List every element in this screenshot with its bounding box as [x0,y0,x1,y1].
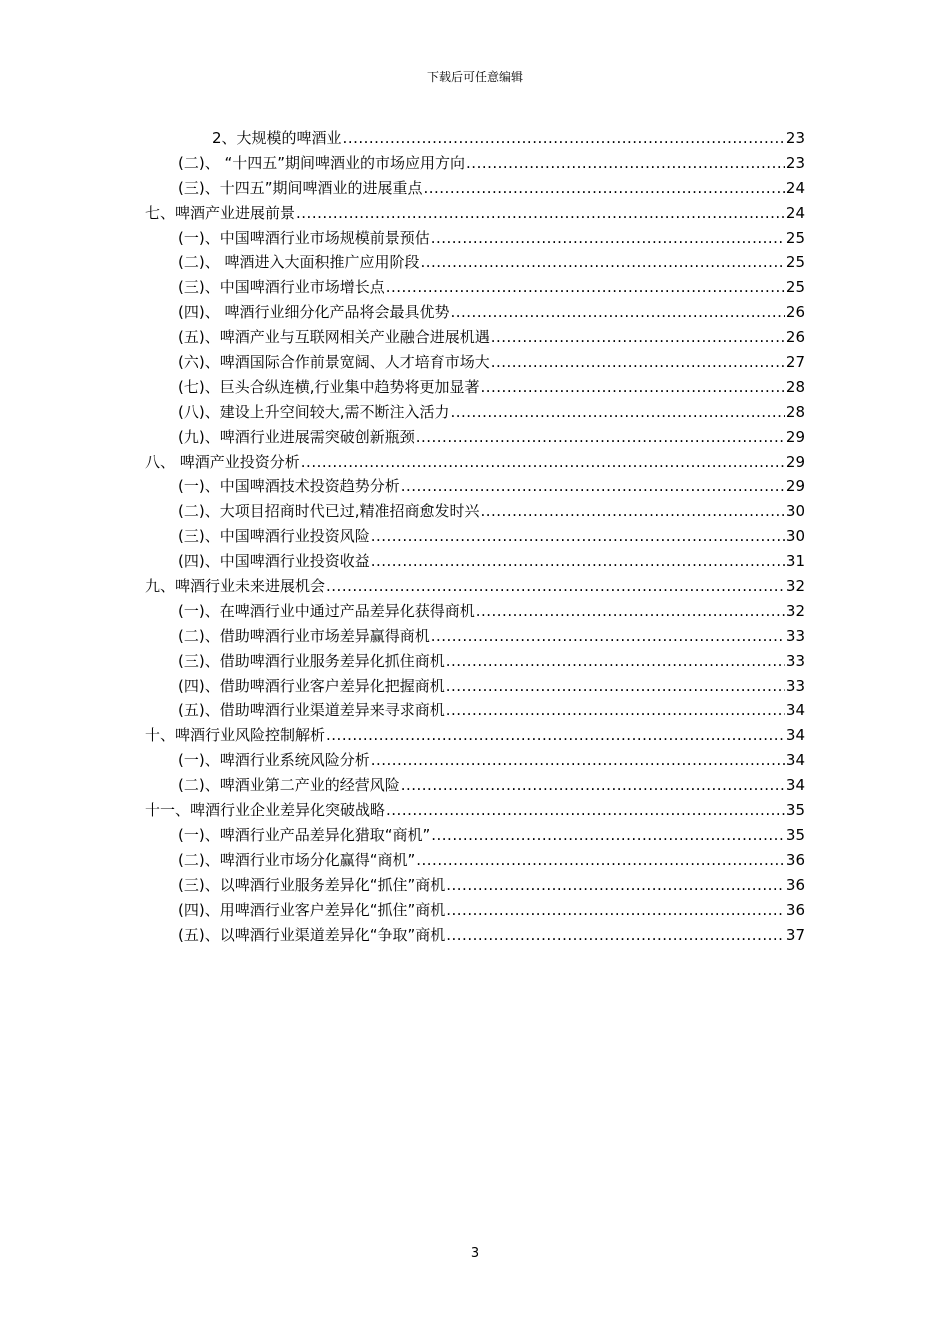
toc-dot-leader [446,898,785,923]
toc-entry-title: (二)、借助啤酒行业市场差异赢得商机 [178,626,430,645]
toc-entry[interactable] [145,848,805,873]
toc-entry[interactable] [145,375,805,400]
toc-dot-leader [326,574,785,599]
toc-dot-leader [450,400,784,425]
toc-entry-title: (一)、中国啤酒行业市场规模前景预估 [178,228,430,247]
toc-entry-page: 36 [785,875,805,894]
toc-entry-page: 37 [785,925,805,944]
toc-entry[interactable] [145,176,805,201]
toc-entry[interactable] [145,400,805,425]
page-header: 下载后可任意编辑 [426,70,523,84]
toc-entry-page: 26 [785,328,805,347]
toc-entry[interactable] [145,898,805,923]
toc-entry-title: (二)、啤酒业第二产业的经营风险 [178,776,400,795]
toc-entry-page: 25 [785,228,805,247]
toc-entry[interactable] [145,151,805,176]
toc-dot-leader [446,649,785,674]
toc-entry[interactable] [145,201,805,226]
toc-entry-page: 33 [785,651,805,670]
toc-entry-title: (二)、啤酒行业市场分化赢得“商机” [178,850,416,869]
toc-entry-page: 33 [785,626,805,645]
toc-entry-page: 24 [785,178,805,197]
toc-entry[interactable] [145,823,805,848]
toc-entry-page: 34 [785,751,805,770]
toc-entry-title: (四)、用啤酒行业客户差异化“抓住”商机 [178,900,446,919]
toc-entry-title: (三)、中国啤酒行业投资风险 [178,527,370,546]
toc-dot-leader [491,350,785,375]
toc-entry-page: 23 [785,129,805,147]
toc-entry-page: 29 [785,427,805,446]
toc-entry-title: (二)、大项目招商时代已过,精准招商愈发时兴 [178,502,480,521]
toc-entry[interactable] [145,798,805,823]
toc-entry-title: (三)、以啤酒行业服务差异化“抓住”商机 [178,875,446,894]
toc-entry-title: (七)、巨头合纵连横,行业集中趋势将更加显著 [178,377,480,396]
toc-entry-title: 九、啤酒行业未来进展机会 [145,577,326,596]
toc-entry[interactable] [145,773,805,798]
toc-entry-title: (六)、啤酒国际合作前景宽阔、人才培育市场大 [178,353,490,372]
toc-entry-page: 30 [785,527,805,546]
toc-entry-page: 29 [785,477,805,496]
toc-dot-leader [466,151,785,176]
toc-dot-leader [420,250,784,275]
toc-dot-leader [301,450,785,475]
toc-entry[interactable] [145,748,805,773]
toc-dot-leader [401,474,785,499]
toc-entry[interactable] [145,425,805,450]
toc-entry-title: (五)、以啤酒行业渠道差异化“争取”商机 [178,925,446,944]
toc-entry-title: (八)、建设上升空间较大,需不断注入活力 [178,402,450,421]
toc-entry-title: (一)、啤酒行业系统风险分析 [178,751,370,770]
toc-entry[interactable] [145,474,805,499]
toc-entry-page: 23 [785,153,805,172]
toc-entry[interactable] [145,599,805,624]
toc-entry-title: (三)、中国啤酒行业市场增长点 [178,278,385,297]
toc-entry-page: 34 [785,726,805,745]
toc-entry[interactable] [145,549,805,574]
toc-dot-leader [480,499,784,524]
toc-entry[interactable] [145,649,805,674]
toc-dot-leader [446,674,785,699]
toc-dot-leader [296,201,785,226]
toc-entry-page: 25 [785,253,805,272]
toc-dot-leader [343,126,785,151]
toc-entry-page: 25 [785,278,805,297]
toc-entry-page: 28 [785,402,805,421]
toc-entry[interactable] [145,126,805,151]
toc-entry[interactable] [145,624,805,649]
toc-entry-page: 31 [785,552,805,571]
toc-entry[interactable] [145,574,805,599]
toc-entry[interactable] [145,250,805,275]
toc-entry[interactable] [145,300,805,325]
toc-dot-leader [450,300,784,325]
toc-entry[interactable] [145,450,805,475]
toc-entry[interactable] [145,698,805,723]
toc-entry-page: 36 [785,850,805,869]
toc-entry-title: (一)、在啤酒行业中通过产品差异化获得商机 [178,601,475,620]
toc-entry-page: 35 [785,825,805,844]
toc-entry[interactable] [145,723,805,748]
toc-entry-page: 34 [785,776,805,795]
toc-entry[interactable] [145,226,805,251]
toc-entry[interactable] [145,499,805,524]
toc-entry[interactable] [145,674,805,699]
toc-dot-leader [401,773,785,798]
toc-dot-leader [431,226,785,251]
toc-dot-leader [371,748,785,773]
toc-entry-title: (四)、 啤酒行业细分化产品将会最具优势 [178,303,450,322]
toc-dot-leader [423,176,784,201]
toc-dot-leader [431,624,785,649]
toc-entry[interactable] [145,524,805,549]
toc-entry-title: (五)、借助啤酒行业渠道差异来寻求商机 [178,701,445,720]
toc-entry-page: 29 [785,452,805,471]
toc-entry-title: (五)、啤酒产业与互联网相关产业融合进展机遇 [178,328,490,347]
toc-dot-leader [416,425,785,450]
toc-entry-title: 2、大规模的啤酒业 [212,129,342,147]
toc-entry-title: (一)、中国啤酒技术投资趋势分析 [178,477,400,496]
toc-dot-leader [476,599,785,624]
toc-entry-page: 36 [785,900,805,919]
toc-entry-title: (一)、啤酒行业产品差异化猎取“商机” [178,825,431,844]
toc-entry-title: (四)、中国啤酒行业投资收益 [178,552,370,571]
toc-dot-leader [431,823,785,848]
toc-entry-page: 27 [785,353,805,372]
toc-dot-leader [386,798,785,823]
table-of-contents [145,126,805,947]
toc-entry-title: 十一、啤酒行业企业差异化突破战略 [145,801,386,820]
toc-entry-page: 30 [785,502,805,521]
toc-entry-title: (二)、 “十四五”期间啤酒业的市场应用方向 [178,153,466,172]
page-number: 3 [470,1246,480,1261]
toc-entry-title: 七、啤酒产业进展前景 [145,203,296,222]
toc-dot-leader [491,325,785,350]
toc-entry[interactable] [145,923,805,948]
toc-dot-leader [371,524,785,549]
toc-entry[interactable] [145,350,805,375]
toc-entry[interactable] [145,873,805,898]
toc-entry-title: (二)、 啤酒进入大面积推广应用阶段 [178,253,420,272]
toc-entry[interactable] [145,275,805,300]
toc-entry-title: (四)、借助啤酒行业客户差异化把握商机 [178,676,445,695]
toc-entry-page: 34 [785,701,805,720]
toc-dot-leader [480,375,784,400]
toc-dot-leader [446,873,785,898]
toc-entry-page: 32 [785,601,805,620]
toc-dot-leader [416,848,785,873]
toc-dot-leader [386,275,785,300]
toc-entry-title: 八、 啤酒产业投资分析 [145,452,300,471]
toc-dot-leader [446,698,785,723]
toc-entry-page: 33 [785,676,805,695]
toc-entry-page: 28 [785,377,805,396]
toc-entry-page: 24 [785,203,805,222]
toc-entry-title: 十、啤酒行业风险控制解析 [145,726,326,745]
toc-dot-leader [446,923,785,948]
toc-entry-page: 32 [785,577,805,596]
toc-entry[interactable] [145,325,805,350]
toc-entry-page: 35 [785,801,805,820]
toc-entry-page: 26 [785,303,805,322]
toc-dot-leader [326,723,785,748]
toc-entry-title: (三)、借助啤酒行业服务差异化抓住商机 [178,651,445,670]
toc-entry-title: (三)、十四五”期间啤酒业的进展重点 [178,178,423,197]
toc-entry-title: (九)、啤酒行业进展需突破创新瓶颈 [178,427,415,446]
toc-dot-leader [371,549,785,574]
